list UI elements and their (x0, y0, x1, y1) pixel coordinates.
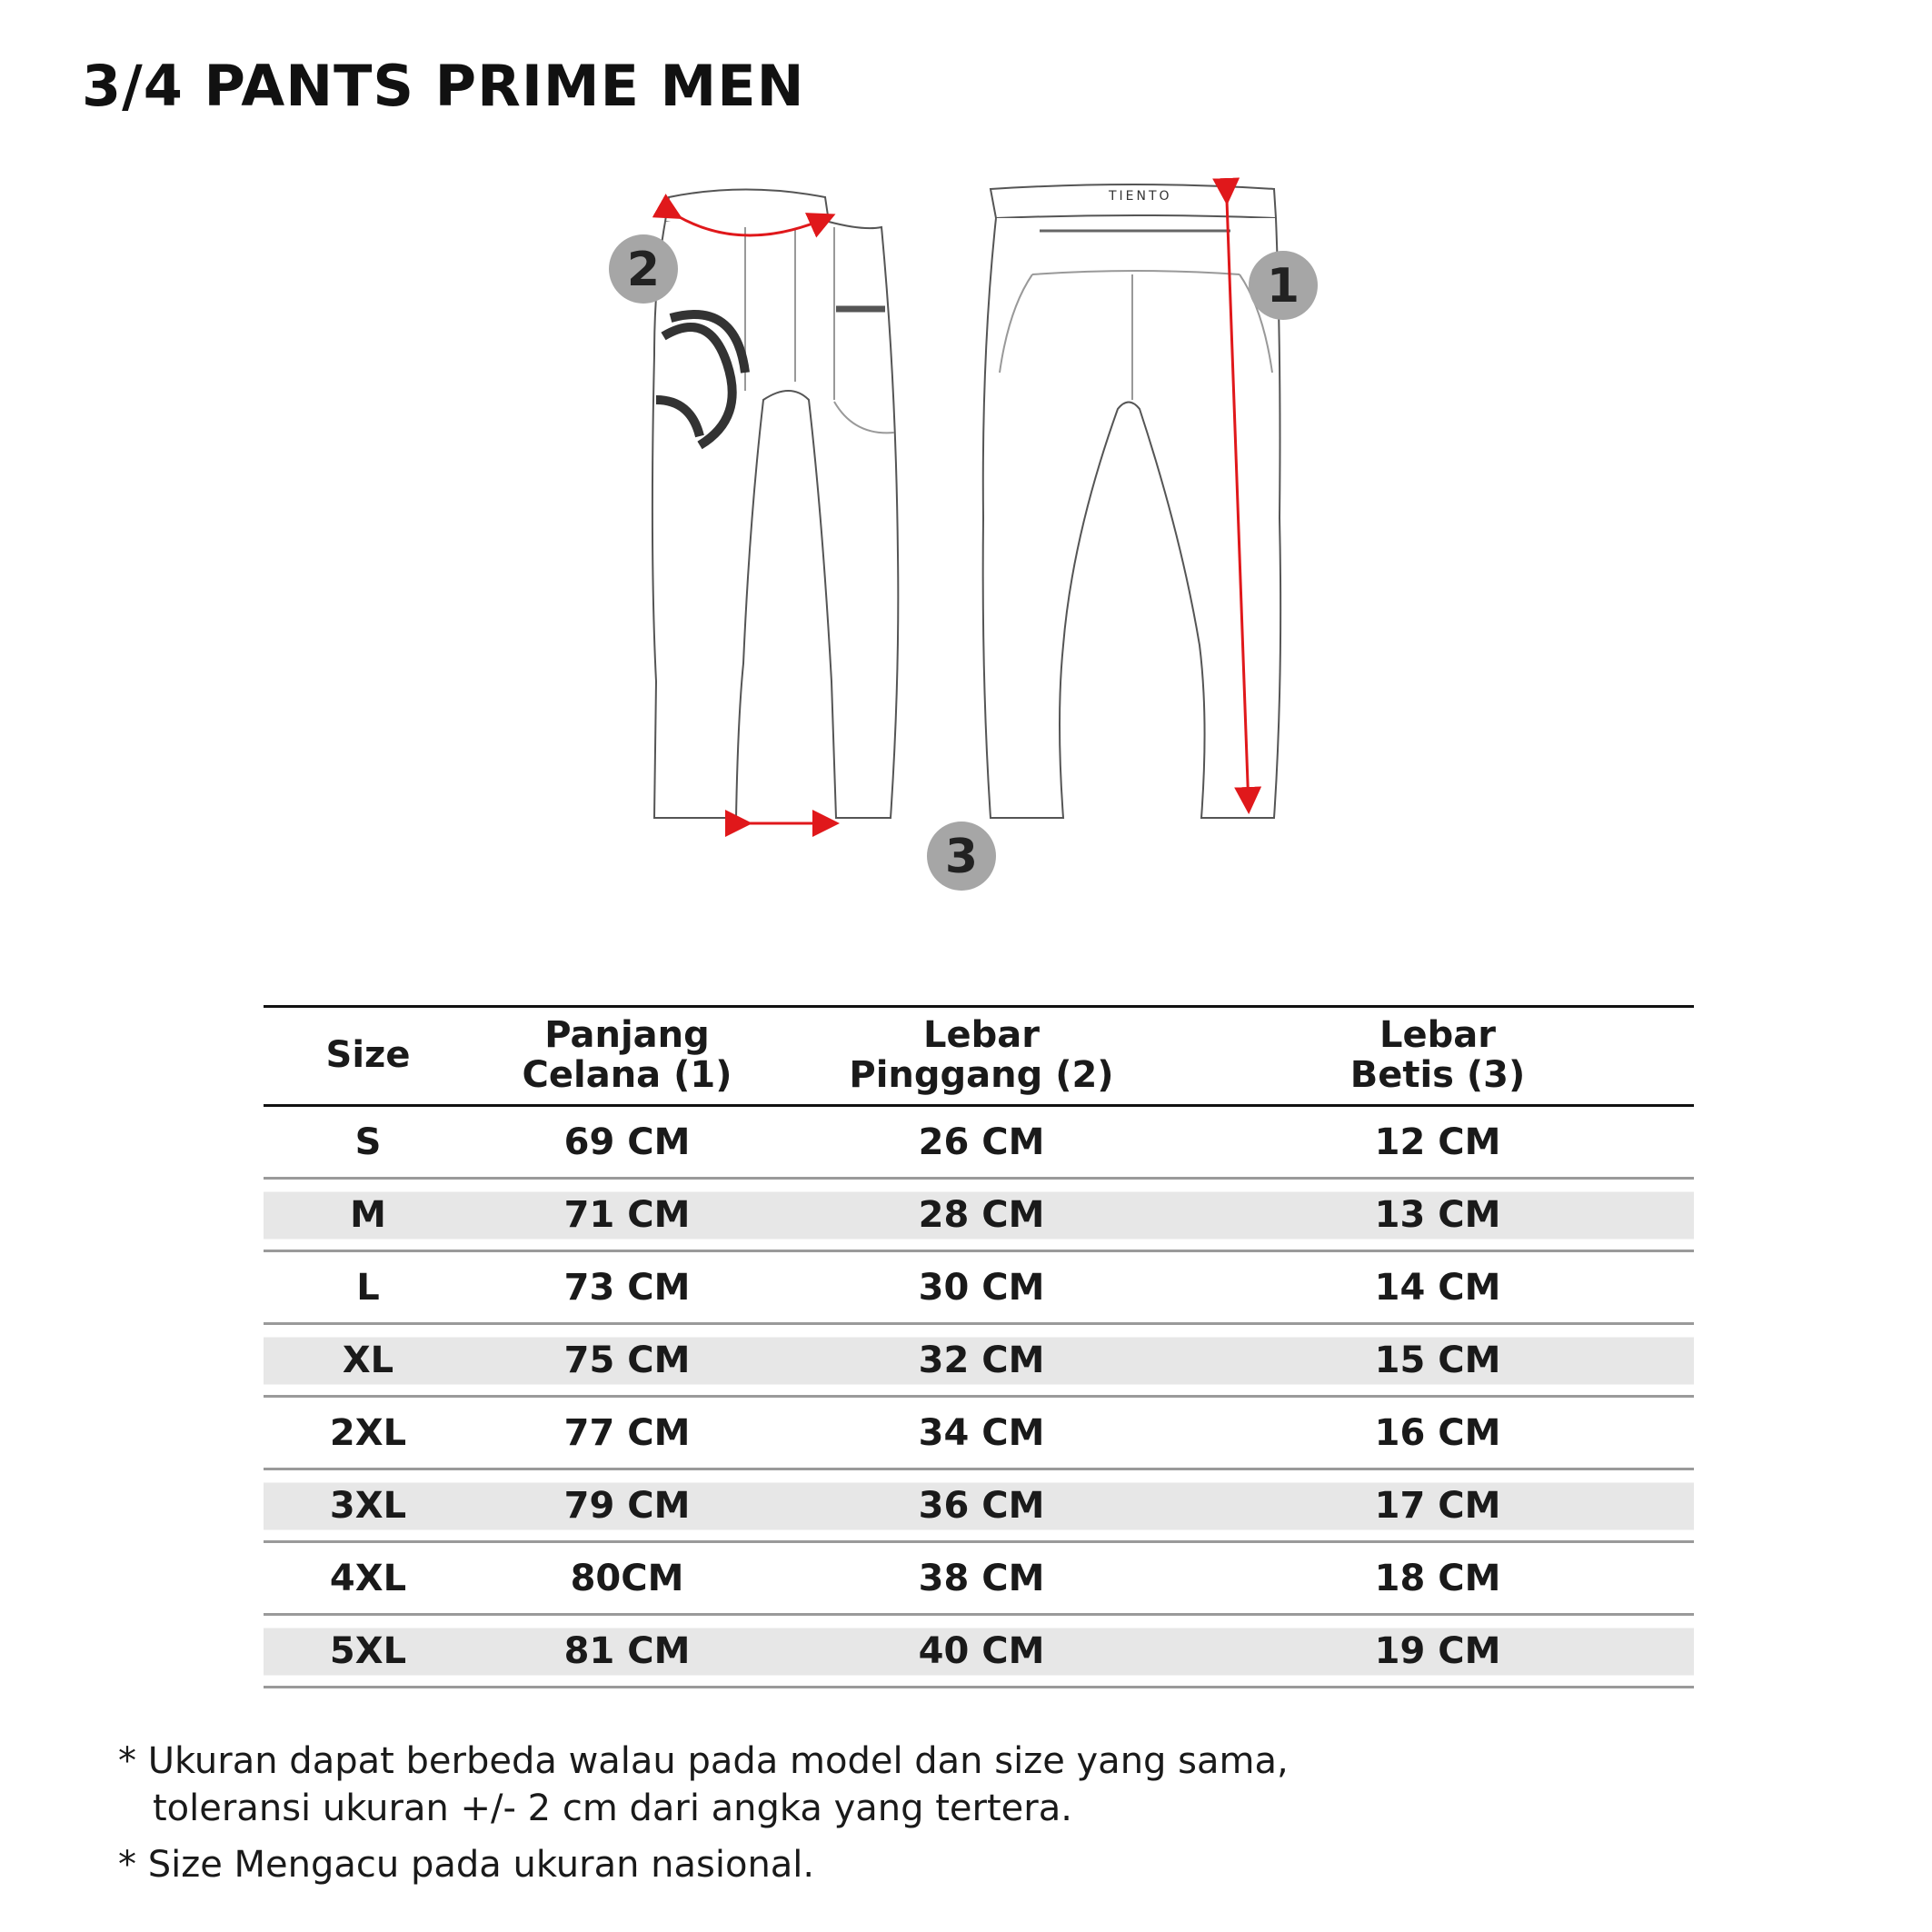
cell-panjang: 80CM (473, 1542, 782, 1615)
table-row (264, 1179, 1694, 1251)
cell-pinggang: 28 CM (782, 1179, 1181, 1251)
cell-panjang: 75 CM (473, 1324, 782, 1397)
cell-pinggang: 30 CM (782, 1251, 1181, 1324)
cell-size: XL (264, 1324, 473, 1397)
cell-betis: 13 CM (1181, 1179, 1694, 1251)
header-lebar-pinggang: Lebar Pinggang (2) (782, 1007, 1181, 1106)
cell-size: M (264, 1179, 473, 1251)
pants-back-view (983, 184, 1280, 818)
table-row (264, 1615, 1694, 1688)
size-chart-table (264, 1005, 1694, 1688)
page-title: 3/4 PANTS PRIME MEN (82, 53, 805, 119)
footnote-tolerance: * Ukuran dapat berbeda walau pada model dan size yang sama, toleransi ukuran +/- 2 cm dari angka yang tertera. (118, 1740, 1289, 1829)
cell-panjang: 73 CM (473, 1251, 782, 1324)
pants-front-view (652, 190, 898, 819)
table-header-row (264, 1007, 1694, 1106)
table-row (264, 1397, 1694, 1469)
cell-size: L (264, 1251, 473, 1324)
pants-measurement-diagram (591, 173, 1363, 918)
table-row (264, 1324, 1694, 1397)
cell-betis: 14 CM (1181, 1251, 1694, 1324)
cell-pinggang: 34 CM (782, 1397, 1181, 1469)
cell-betis: 17 CM (1181, 1469, 1694, 1542)
cell-pinggang: 26 CM (782, 1106, 1181, 1179)
cell-betis: 19 CM (1181, 1615, 1694, 1688)
cell-size: 4XL (264, 1542, 473, 1615)
table-row (264, 1106, 1694, 1179)
cell-panjang: 71 CM (473, 1179, 782, 1251)
cell-pinggang: 32 CM (782, 1324, 1181, 1397)
table-row (264, 1469, 1694, 1542)
marker-2 (609, 234, 678, 304)
header-lebar-betis: Lebar Betis (3) (1181, 1007, 1694, 1106)
marker-3 (927, 822, 996, 891)
svg-text:1: 1 (1266, 259, 1300, 314)
cell-panjang: 69 CM (473, 1106, 782, 1179)
header-size: Size (264, 1007, 473, 1106)
footnotes (118, 1738, 1289, 1888)
marker-1 (1249, 251, 1318, 320)
brand-text: TIENTO (1109, 189, 1172, 204)
table-row (264, 1251, 1694, 1324)
cell-betis: 15 CM (1181, 1324, 1694, 1397)
svg-text:2: 2 (626, 243, 661, 297)
cell-panjang: 77 CM (473, 1397, 782, 1469)
table-row (264, 1542, 1694, 1615)
cell-betis: 18 CM (1181, 1542, 1694, 1615)
cell-panjang: 81 CM (473, 1615, 782, 1688)
cell-size: 5XL (264, 1615, 473, 1688)
svg-text:3: 3 (944, 830, 979, 884)
footnote-national-size: * Size Mengacu pada ukuran nasional. (118, 1844, 815, 1886)
cell-pinggang: 38 CM (782, 1542, 1181, 1615)
cell-size: S (264, 1106, 473, 1179)
cell-pinggang: 36 CM (782, 1469, 1181, 1542)
header-panjang-celana: Panjang Celana (1) (473, 1007, 782, 1106)
cell-size: 2XL (264, 1397, 473, 1469)
cell-size: 3XL (264, 1469, 473, 1542)
cell-panjang: 79 CM (473, 1469, 782, 1542)
cell-pinggang: 40 CM (782, 1615, 1181, 1688)
cell-betis: 16 CM (1181, 1397, 1694, 1469)
cell-betis: 12 CM (1181, 1106, 1694, 1179)
